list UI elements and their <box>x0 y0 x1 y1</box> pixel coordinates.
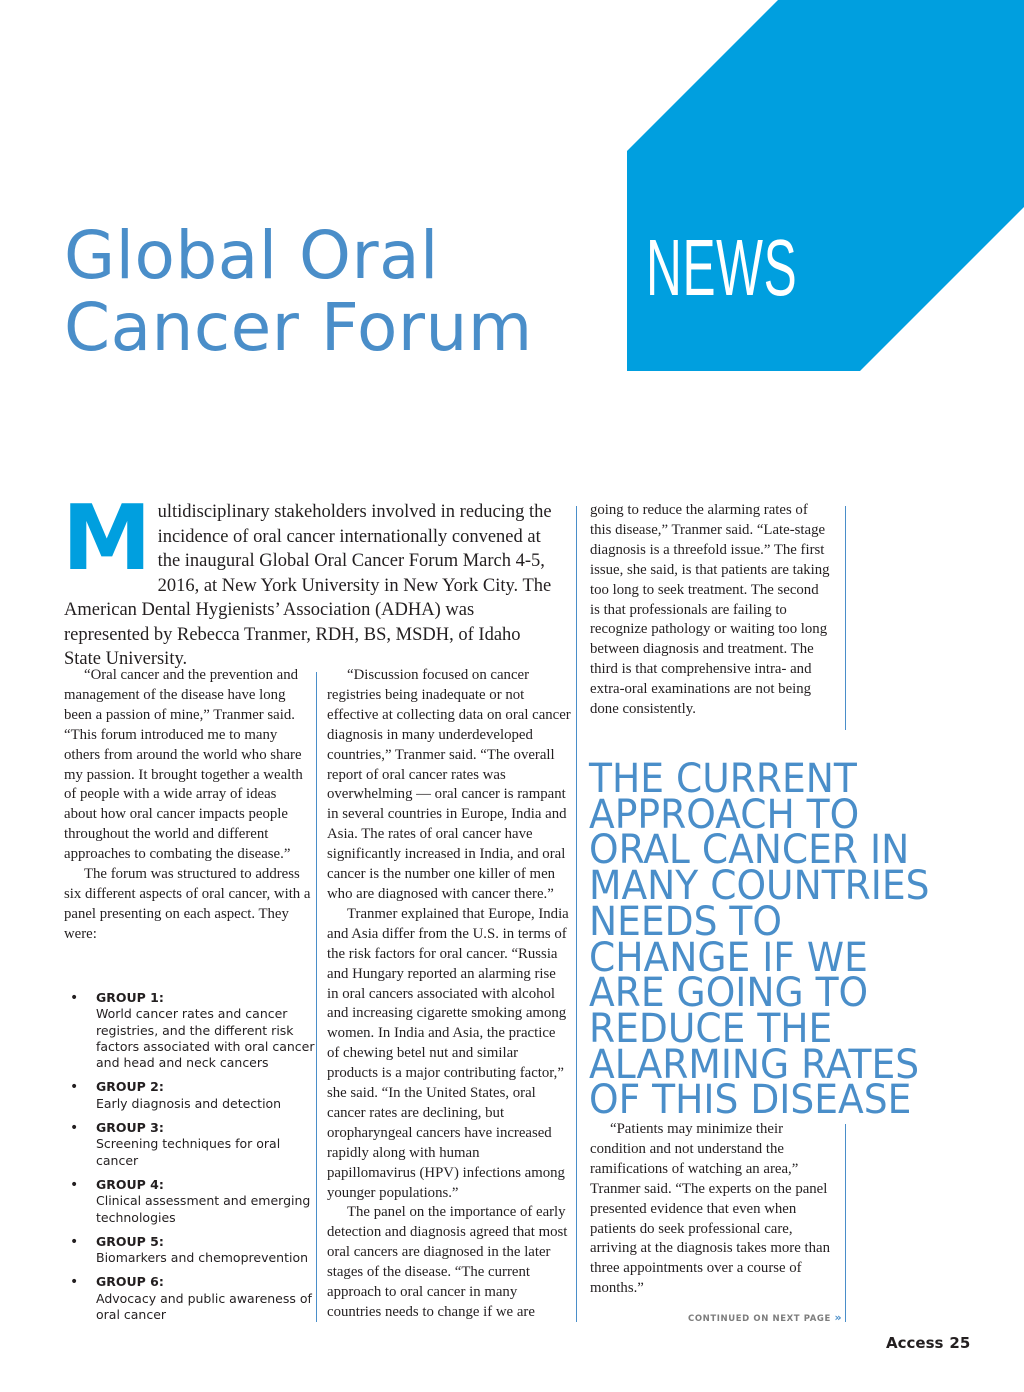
col1-paragraph-1: “Oral cancer and the prevention and management of the disease have long been a passion of mine,” Tranmer said. “This forum introduced me to many others from around the world who share my passion. It brought together a wealth of people with a wide array of ideas about how oral cancer impacts people throughout the world and different approaches to combating the disease.” <box>64 667 303 863</box>
article-title <box>64 217 533 366</box>
double-chevron-right-icon: » <box>834 1311 843 1324</box>
group-item <box>70 1274 320 1323</box>
group-item <box>70 1120 320 1169</box>
title-line-1: Global Oral <box>64 217 439 294</box>
group-description: Advocacy and public awareness of oral cancer <box>96 1290 312 1323</box>
column-divider <box>845 506 846 730</box>
magazine-name: Access <box>886 1334 944 1352</box>
page-footer <box>886 1334 970 1352</box>
title-line-2: Cancer Forum <box>64 289 533 366</box>
group-description: World cancer rates and cancer registries, and the different risk factors associated with oral cancer and head and neck cancers <box>96 1006 315 1071</box>
group-item <box>70 990 320 1071</box>
column-2 <box>327 666 571 1323</box>
continued-label <box>688 1311 842 1324</box>
col2-paragraph-3: The panel on the importance of early detection and diagnosis agreed that most oral cancers are diagnosed in the later stages of the disease. “The current approach to oral cancer in many countries needs to change if we are <box>327 1204 568 1320</box>
group-description: Biomarkers and chemoprevention <box>96 1250 309 1266</box>
col1-paragraph-2: The forum was structured to address six different aspects of oral cancer, with a panel presenting on each aspect. They were: <box>64 866 311 942</box>
news-banner <box>627 0 1024 371</box>
column-4 <box>590 1120 830 1299</box>
group-name: • GROUP 5: <box>96 1233 164 1249</box>
lead-text: ultidisciplinary stakeholders involved in reducing the incidence of oral cancer internationally convened at the inaugural Global Oral Cancer Forum March 4-5, 2016, at New York University in New York City. The American Dental Hygienists’ Association (ADHA) was represented by Rebecca Tranmer, RDH, BS, MSDH, of Idaho State University. <box>64 502 552 669</box>
group-list <box>70 990 320 1331</box>
group-name: • GROUP 2: <box>96 1079 164 1095</box>
group-item <box>70 1079 320 1112</box>
lead-paragraph <box>62 486 559 672</box>
group-name: • GROUP 1: <box>96 990 164 1005</box>
group-name: • GROUP 6: <box>96 1274 164 1290</box>
col2-paragraph-1: “Discussion focused on cancer registries being inadequate or not effective at collecting data on oral cancer diagnosis in many underdeveloped countries,” Tranmer said. “The overall report of oral cancer rates was overwhelming — oral cancer is rampant in several countries in Europe, India and Asia. The rates of oral cancer have significantly increased in India, and oral cancer is the number one killer of men who are diagnosed with cancer there.” <box>327 667 571 902</box>
news-label: NEWS <box>646 223 798 312</box>
group-item <box>70 1234 320 1267</box>
col3-paragraph-1: going to reduce the alarming rates of this disease,” Tranmer said. “Late-stage diagnosis is a threefold issue.” The first issue, she said, is that patients are taking too long to seek treatment. The second is that professionals are failing to recognize pathology or waiting too long between diagnosis and treatment. The third is that comprehensive intra- and extra-oral examinations are not being done consistently. <box>590 502 830 718</box>
group-description: Clinical assessment and emerging technologies <box>96 1193 311 1225</box>
col2-paragraph-2: Tranmer explained that Europe, India and Asia differ from the U.S. in terms of the risk factors for oral cancer. “Russia and Hungary reported an alarming rise in oral cancers associated with alcohol and increasing cigarette smoking among women. In India and Asia, the practice of chewing betel nut and similar products is a major contributing factor,” she said. “In the United States, oral cancer rates are declining, but oropharyngeal cancers have increased rapidly along with human papillomavirus (HPV) infections among younger populations.” <box>327 905 569 1201</box>
group-description: Early diagnosis and detection <box>96 1095 282 1111</box>
pull-quote: THE CURRENT APPROACH TO ORAL CANCER IN MANY COUNTRIES NEEDS TO CHANGE IF WE ARE GOING TO REDUCE THE ALARMING RATES OF THIS DISEASE <box>589 756 930 1124</box>
group-item <box>70 1177 320 1226</box>
column-1 <box>64 666 312 945</box>
column-3 <box>590 501 830 720</box>
group-description: Screening techniques for oral cancer <box>96 1136 281 1168</box>
continued-text: CONTINUED ON NEXT PAGE <box>688 1314 831 1324</box>
col4-paragraph-1: “Patients may minimize their condition and not understand the ramifications of watching an area,” Tranmer said. “The experts on the panel presented evidence that even when patients do seek professional care, arriving at the diagnosis takes more than three appointments over a course of months.” <box>590 1121 830 1297</box>
column-divider <box>316 672 317 1322</box>
group-name: • GROUP 3: <box>96 1120 164 1136</box>
column-divider <box>576 506 577 1322</box>
column-divider <box>845 1124 846 1322</box>
page-number: 25 <box>949 1334 971 1352</box>
drop-cap: M <box>62 486 152 591</box>
group-name: • GROUP 4: <box>96 1176 164 1192</box>
